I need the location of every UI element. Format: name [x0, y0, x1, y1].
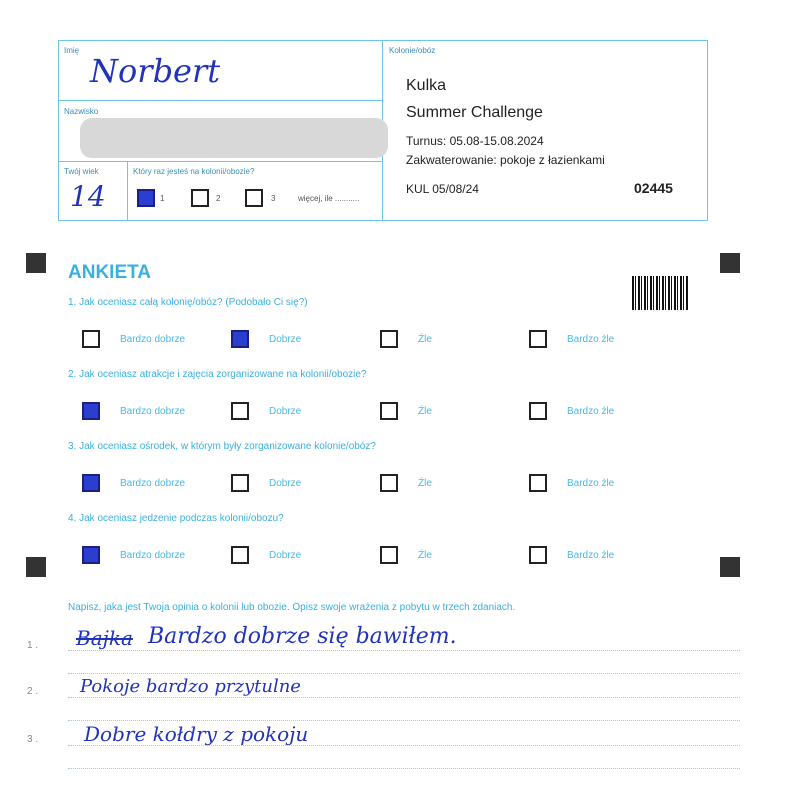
- question-2-checkbox-1[interactable]: [82, 402, 100, 420]
- form-number: 02445: [634, 180, 673, 196]
- camp-name: Kulka: [406, 77, 447, 94]
- name-value: Norbert: [90, 52, 221, 90]
- times-option-more: więcej, ile ...........: [298, 194, 360, 203]
- question-2-checkbox-4[interactable]: [529, 402, 547, 420]
- header-divider-age: [127, 161, 128, 221]
- survey-title: ANKIETA: [68, 262, 152, 283]
- question-4-option-label-2: Dobrze: [269, 550, 302, 561]
- question-1-checkbox-3[interactable]: [380, 330, 398, 348]
- question-4-checkbox-3[interactable]: [380, 546, 398, 564]
- writing-line-1a: [68, 650, 740, 651]
- times-checkbox-3[interactable]: [245, 189, 263, 207]
- registration-marker-bottom-right: [720, 557, 740, 577]
- question-1-option-label-3: Źle: [418, 334, 432, 345]
- times-option-1: 1: [160, 194, 165, 203]
- question-1-option-label-4: Bardzo źle: [567, 334, 615, 345]
- question-2-checkbox-3[interactable]: [380, 402, 398, 420]
- camp-code: KUL 05/08/24: [406, 182, 479, 196]
- accommodation-text: Zakwaterowanie: pokoje z łazienkami: [406, 153, 605, 167]
- writing-line-3a: [68, 745, 740, 746]
- question-1-checkbox-2[interactable]: [231, 330, 249, 348]
- question-4-text: 4. Jak oceniasz jedzenie podczas kolonii/obozu?: [68, 513, 284, 524]
- surname-label: Nazwisko: [64, 107, 99, 116]
- turnus-text: Turnus: 05.08-15.08.2024: [406, 134, 544, 148]
- question-4-checkbox-1[interactable]: [82, 546, 100, 564]
- question-2-option-label-1: Bardzo dobrze: [120, 406, 186, 417]
- question-2-checkbox-2[interactable]: [231, 402, 249, 420]
- writing-line-2b: [68, 720, 740, 721]
- answer-line-3: Dobre kołdry z pokoju: [84, 722, 309, 746]
- header-divider-2: [58, 161, 383, 162]
- question-1-checkbox-4[interactable]: [529, 330, 547, 348]
- line-number-2: 2 .: [27, 686, 39, 697]
- question-3-option-label-2: Dobrze: [269, 478, 302, 489]
- answer-line-2: Pokoje bardzo przytulne: [80, 676, 301, 697]
- question-3-checkbox-2[interactable]: [231, 474, 249, 492]
- surname-redaction: [80, 118, 388, 158]
- question-1-option-label-2: Dobrze: [269, 334, 302, 345]
- question-2-option-label-4: Bardzo źle: [567, 406, 615, 417]
- name-label: Imię: [64, 46, 80, 55]
- camp-label: Kolonie/obóz: [389, 46, 436, 55]
- question-3-checkbox-3[interactable]: [380, 474, 398, 492]
- writing-line-2a: [68, 697, 740, 698]
- registration-marker-top-right: [720, 253, 740, 273]
- registration-marker-bottom-left: [26, 557, 46, 577]
- line-number-3: 3 .: [27, 734, 39, 745]
- question-3-option-label-1: Bardzo dobrze: [120, 478, 186, 489]
- question-4-option-label-4: Bardzo źle: [567, 550, 615, 561]
- answer-line-1: Bardzo dobrze się bawiłem.: [148, 624, 457, 649]
- question-2-option-label-3: Źle: [418, 406, 432, 417]
- age-value: 14: [70, 180, 106, 213]
- header-divider-1: [58, 100, 383, 101]
- times-checkbox-1[interactable]: [137, 189, 155, 207]
- question-1-checkbox-1[interactable]: [82, 330, 100, 348]
- question-4-checkbox-2[interactable]: [231, 546, 249, 564]
- question-2-text: 2. Jak oceniasz atrakcje i zajęcia zorganizowane na kolonii/obozie?: [68, 369, 367, 380]
- question-3-checkbox-4[interactable]: [529, 474, 547, 492]
- times-label: Który raz jesteś na kolonii/obozie?: [133, 167, 255, 176]
- question-1-option-label-1: Bardzo dobrze: [120, 334, 186, 345]
- question-4-option-label-3: Źle: [418, 550, 432, 561]
- crossed-word: Bajka: [76, 626, 133, 650]
- question-3-option-label-4: Bardzo źle: [567, 478, 615, 489]
- line-number-1: 1 .: [27, 640, 39, 651]
- question-4-option-label-1: Bardzo dobrze: [120, 550, 186, 561]
- times-checkbox-2[interactable]: [191, 189, 209, 207]
- question-1-text: 1. Jak oceniasz całą kolonię/obóz? (Podobało Ci się?): [68, 297, 308, 308]
- question-3-checkbox-1[interactable]: [82, 474, 100, 492]
- barcode: [632, 276, 688, 310]
- times-option-2: 2: [216, 194, 221, 203]
- question-3-text: 3. Jak oceniasz ośrodek, w którym były zorganizowane kolonie/obóz?: [68, 441, 376, 452]
- question-2-option-label-2: Dobrze: [269, 406, 302, 417]
- camp-program: Summer Challenge: [406, 104, 543, 121]
- times-option-3: 3: [271, 194, 276, 203]
- writing-line-1b: [68, 673, 740, 674]
- writing-line-3b: [68, 768, 740, 769]
- registration-marker-top-left: [26, 253, 46, 273]
- opinion-prompt: Napisz, jaka jest Twoja opinia o kolonii lub obozie. Opisz swoje wrażenia z pobytu w trzech zdaniach.: [68, 602, 516, 613]
- question-3-option-label-3: Źle: [418, 478, 432, 489]
- age-label: Twój wiek: [64, 167, 99, 176]
- question-4-checkbox-4[interactable]: [529, 546, 547, 564]
